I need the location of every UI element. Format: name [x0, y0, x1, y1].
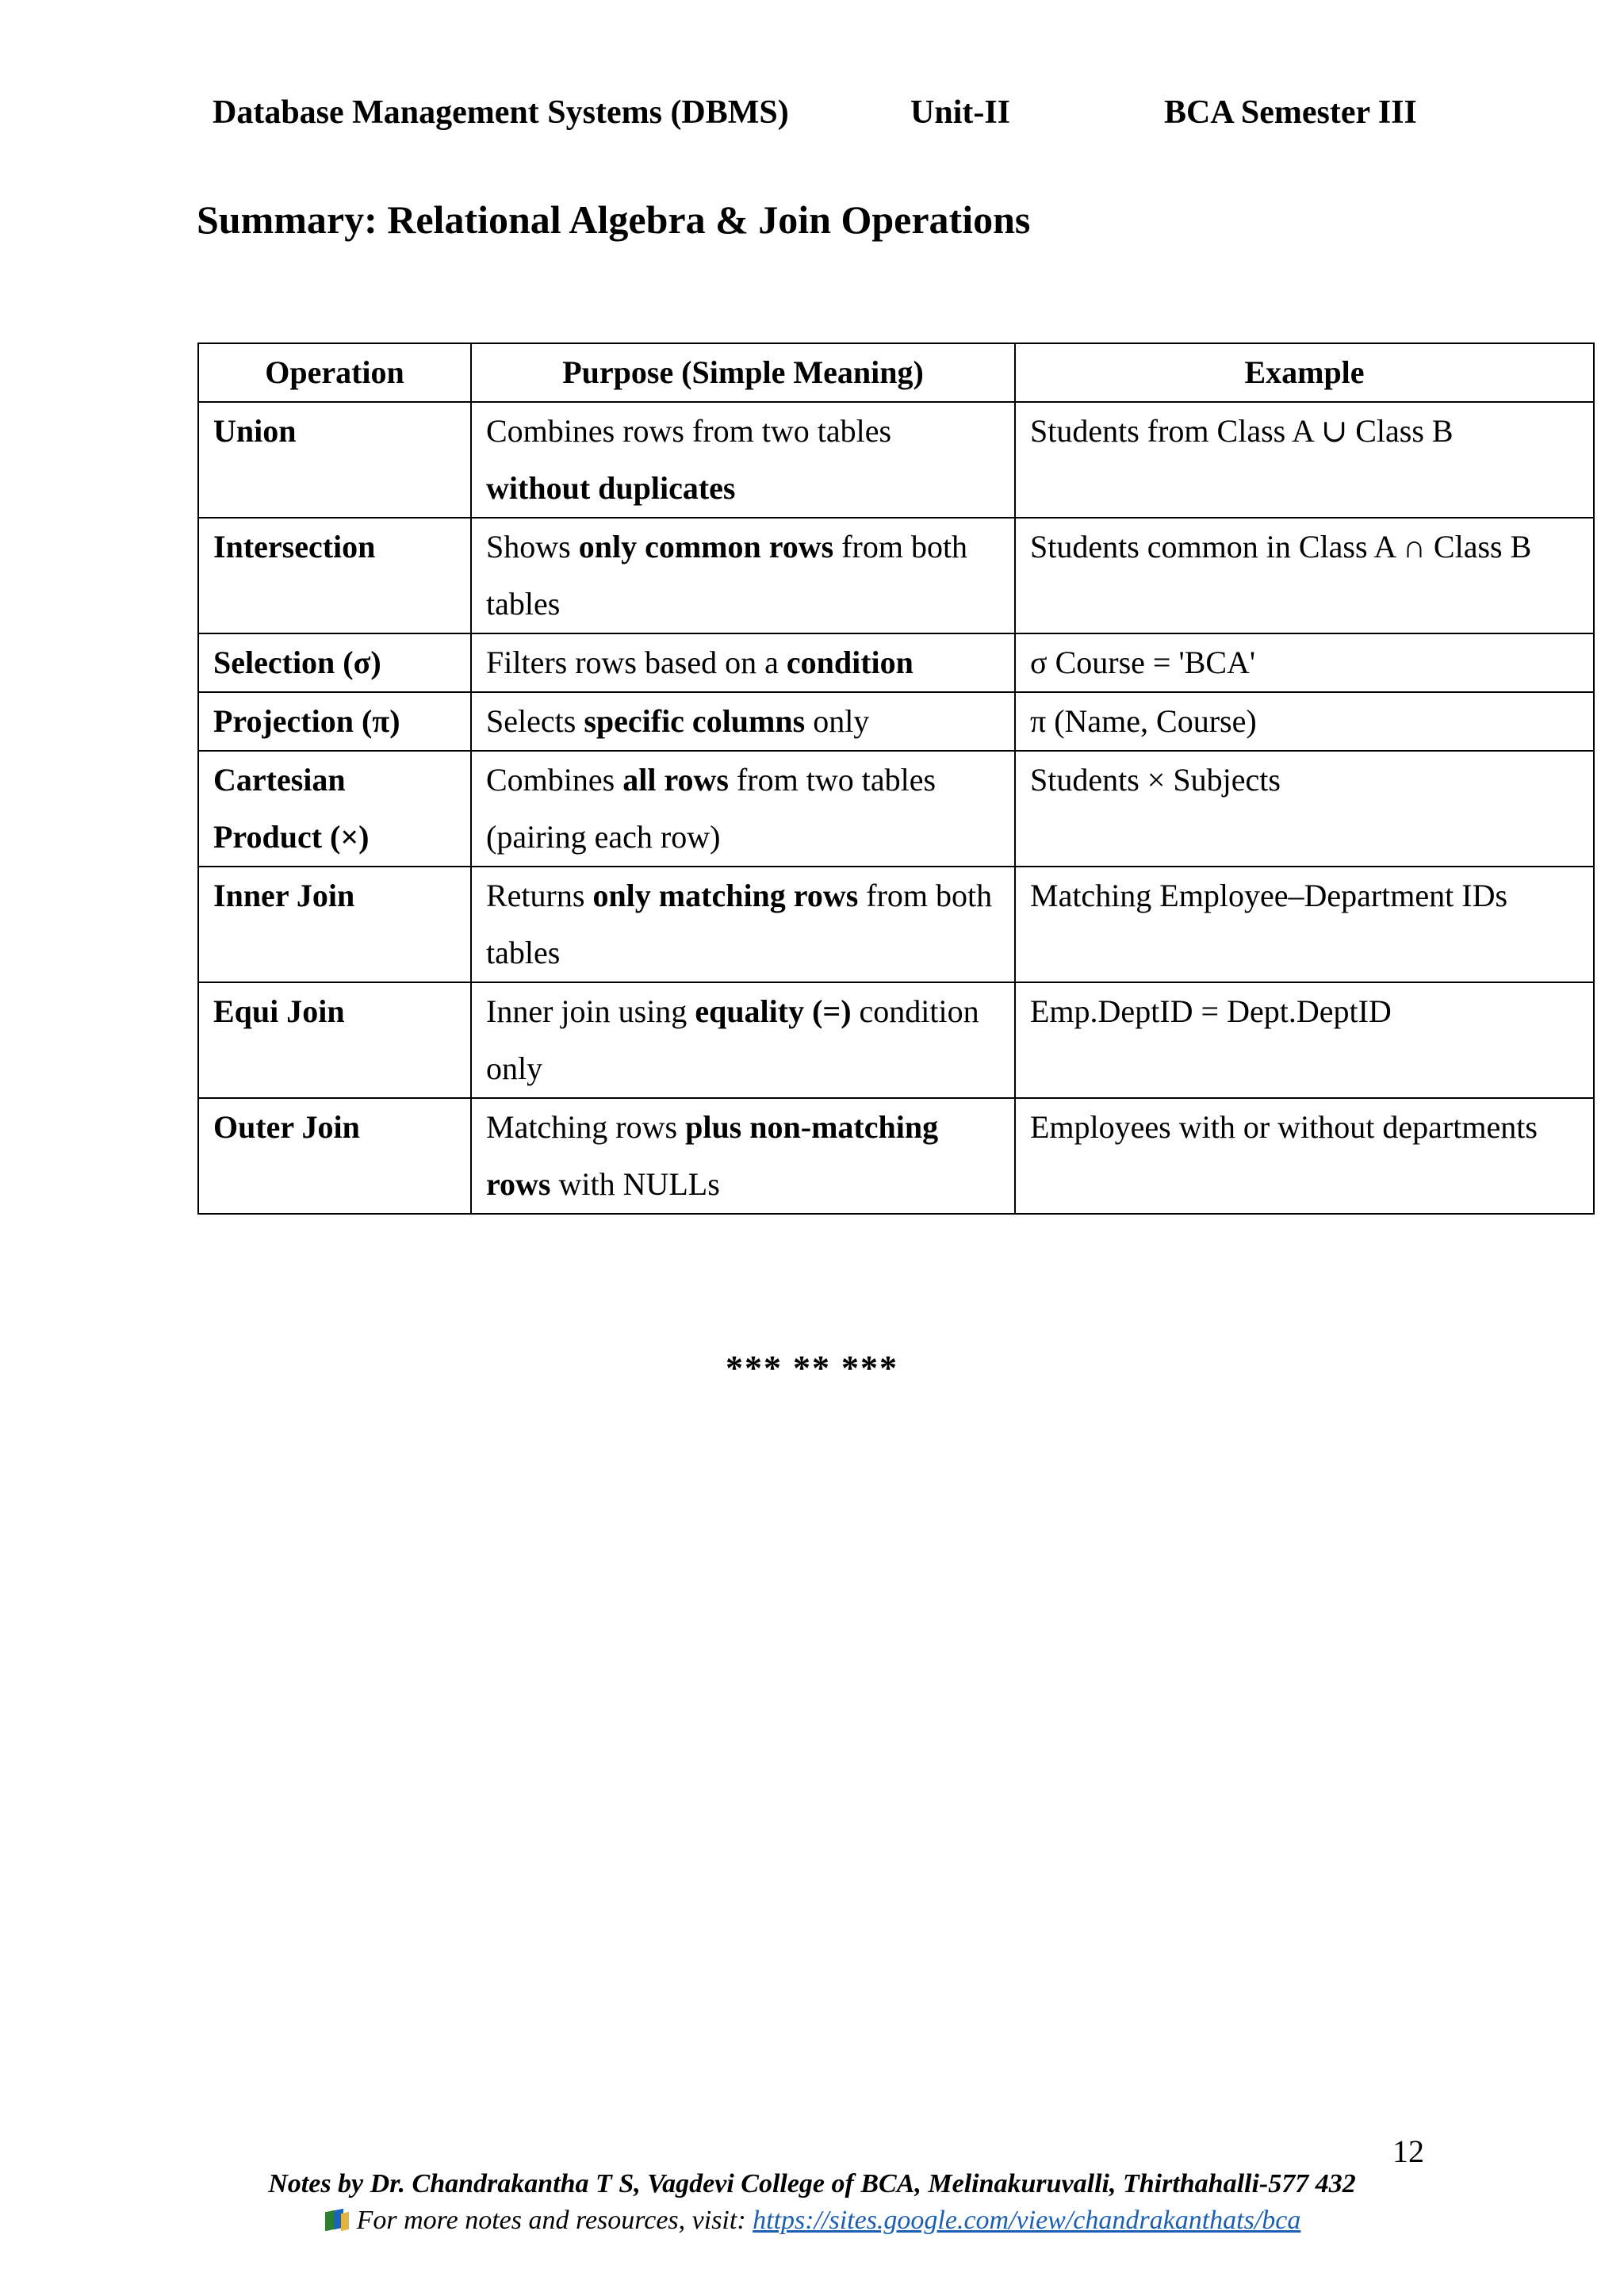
- header-course-title: Database Management Systems (DBMS): [213, 94, 789, 131]
- summary-table: [197, 342, 1595, 1215]
- operation-cell: Cartesian Product (×): [198, 751, 471, 867]
- operation-cell: Union: [198, 402, 471, 518]
- purpose-emphasis: equality (=): [695, 993, 852, 1029]
- table-header-row: [198, 343, 1594, 402]
- table-row: [198, 633, 1594, 692]
- purpose-cell: [471, 633, 1015, 692]
- example-cell: Students common in Class A ∩ Class B: [1015, 518, 1594, 633]
- purpose-cell: [471, 518, 1015, 633]
- operation-cell: Selection (σ): [198, 633, 471, 692]
- operation-cell: Intersection: [198, 518, 471, 633]
- operation-cell: Projection (π): [198, 692, 471, 751]
- table-row: [198, 402, 1594, 518]
- column-header-example: Example: [1015, 343, 1594, 402]
- column-header-operation: Operation: [198, 343, 471, 402]
- table-row: [198, 1098, 1594, 1214]
- example-cell: Students from Class A ∪ Class B: [1015, 402, 1594, 518]
- purpose-cell: [471, 692, 1015, 751]
- purpose-text: with NULLs: [550, 1166, 720, 1202]
- purpose-emphasis: plus non-matching rows: [486, 1109, 939, 1202]
- footer-credit: Notes by Dr. Chandrakantha T S, Vagdevi College of BCA, Melinakuruvalli, Thirthahalli-577 432: [268, 2169, 1356, 2198]
- footer-visit-text: For more notes and resources, visit:: [356, 2206, 753, 2235]
- purpose-text: Matching rows: [486, 1109, 686, 1145]
- example-cell: π (Name, Course): [1015, 692, 1594, 751]
- table-row: [198, 982, 1594, 1098]
- table-row: [198, 518, 1594, 633]
- example-cell: Students × Subjects: [1015, 751, 1594, 867]
- purpose-text: Combines: [486, 762, 623, 798]
- purpose-emphasis: all rows: [622, 762, 729, 798]
- purpose-text: Filters rows based on a: [486, 645, 787, 680]
- example-cell: Employees with or without departments: [1015, 1098, 1594, 1214]
- operation-cell: Equi Join: [198, 982, 471, 1098]
- purpose-text: condition only: [486, 993, 979, 1086]
- section-separator: *** ** ***: [726, 1349, 898, 1387]
- purpose-cell: [471, 982, 1015, 1098]
- header-semester: BCA Semester III: [1164, 94, 1417, 131]
- footer-visit-line: [0, 2206, 1624, 2236]
- purpose-emphasis: condition: [786, 645, 914, 680]
- purpose-text: from two tables (pairing each row): [486, 762, 936, 855]
- purpose-text: from both tables: [486, 529, 968, 622]
- purpose-text: Selects: [486, 703, 584, 739]
- purpose-text: Shows: [486, 529, 579, 564]
- page-number: 12: [1392, 2133, 1424, 2169]
- operation-cell: Inner Join: [198, 867, 471, 982]
- operation-cell: Outer Join: [198, 1098, 471, 1214]
- purpose-text: Returns: [486, 878, 593, 913]
- purpose-cell: [471, 1098, 1015, 1214]
- purpose-emphasis: only matching rows: [592, 878, 859, 913]
- purpose-cell: [471, 867, 1015, 982]
- purpose-cell: [471, 751, 1015, 867]
- purpose-emphasis: without duplicates: [486, 470, 736, 506]
- purpose-emphasis: only common rows: [578, 529, 834, 564]
- example-cell: σ Course = 'BCA': [1015, 633, 1594, 692]
- purpose-emphasis: specific columns: [584, 703, 806, 739]
- table-row: [198, 751, 1594, 867]
- header-unit: Unit-II: [910, 94, 1011, 131]
- column-header-purpose: Purpose (Simple Meaning): [471, 343, 1015, 402]
- page-title: Summary: Relational Algebra & Join Operations: [197, 197, 1031, 242]
- purpose-text: from both tables: [486, 878, 993, 970]
- example-cell: Matching Employee–Department IDs: [1015, 867, 1594, 982]
- example-cell: Emp.DeptID = Dept.DeptID: [1015, 982, 1594, 1098]
- table-row: [198, 692, 1594, 751]
- purpose-text: only: [805, 703, 870, 739]
- footer-link[interactable]: https://sites.google.com/view/chandrakanthats/bca: [753, 2206, 1301, 2235]
- books-icon: [324, 2208, 350, 2232]
- purpose-cell: [471, 402, 1015, 518]
- purpose-text: Inner join using: [486, 993, 695, 1029]
- table-row: [198, 867, 1594, 982]
- table-body: [198, 402, 1594, 1214]
- purpose-text: Combines rows from two tables: [486, 413, 892, 449]
